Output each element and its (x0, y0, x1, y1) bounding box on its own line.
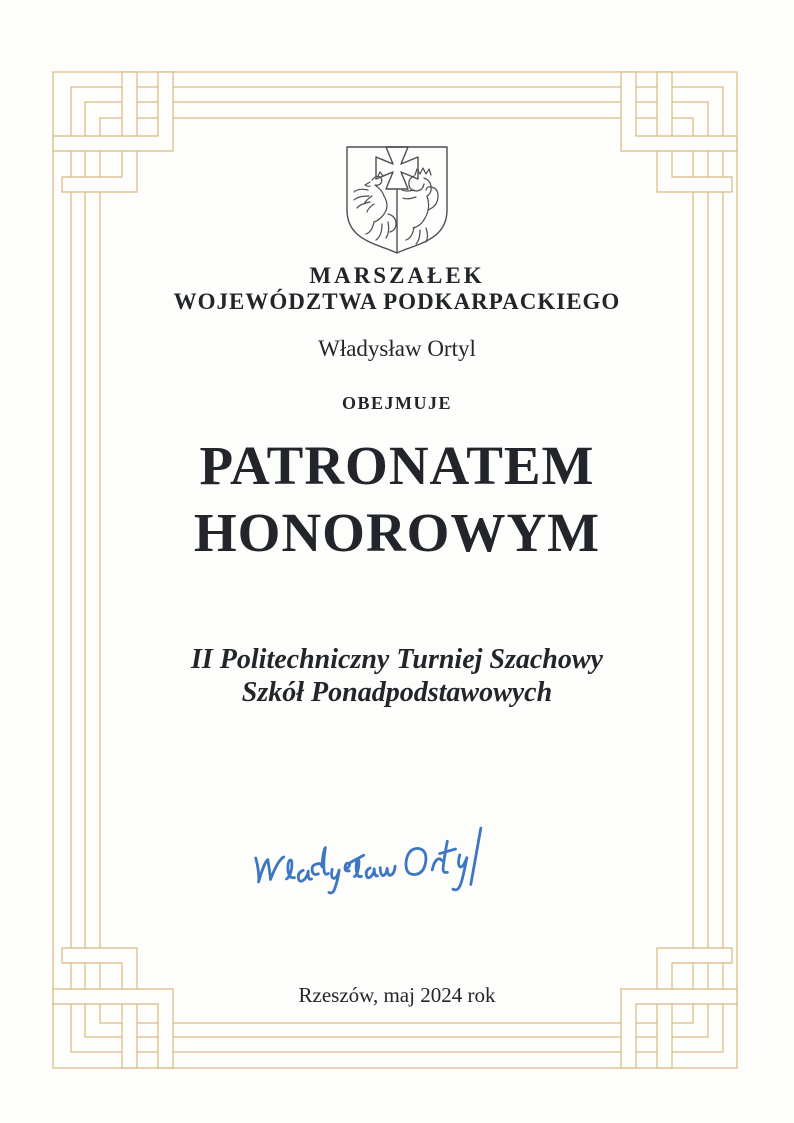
office-title-line2: WOJEWÓDZTWA PODKARPACKIEGO (173, 289, 621, 314)
patronage-line1: PATRONATEM (199, 435, 595, 496)
event-title-line1: II Politechniczny Turniej Szachowy (190, 644, 603, 675)
action-word: OBEJMUJE (341, 393, 452, 413)
cross-pattee-icon (376, 147, 418, 189)
griffin-icon (354, 172, 396, 240)
place-date-line: Rzeszów, maj 2024 rok (298, 983, 496, 1007)
official-name: Władysław Ortyl (318, 336, 476, 361)
office-title-line1: MARSZAŁEK (309, 263, 485, 288)
coat-of-arms-icon (339, 141, 455, 259)
event-title (0, 643, 794, 709)
event-title-line2: Szkół Ponadpodstawowych (241, 677, 553, 708)
lion-icon (402, 168, 438, 244)
patronage-line2: HONOROWYM (193, 502, 601, 563)
signature (246, 812, 494, 915)
patronage-title (0, 432, 794, 566)
